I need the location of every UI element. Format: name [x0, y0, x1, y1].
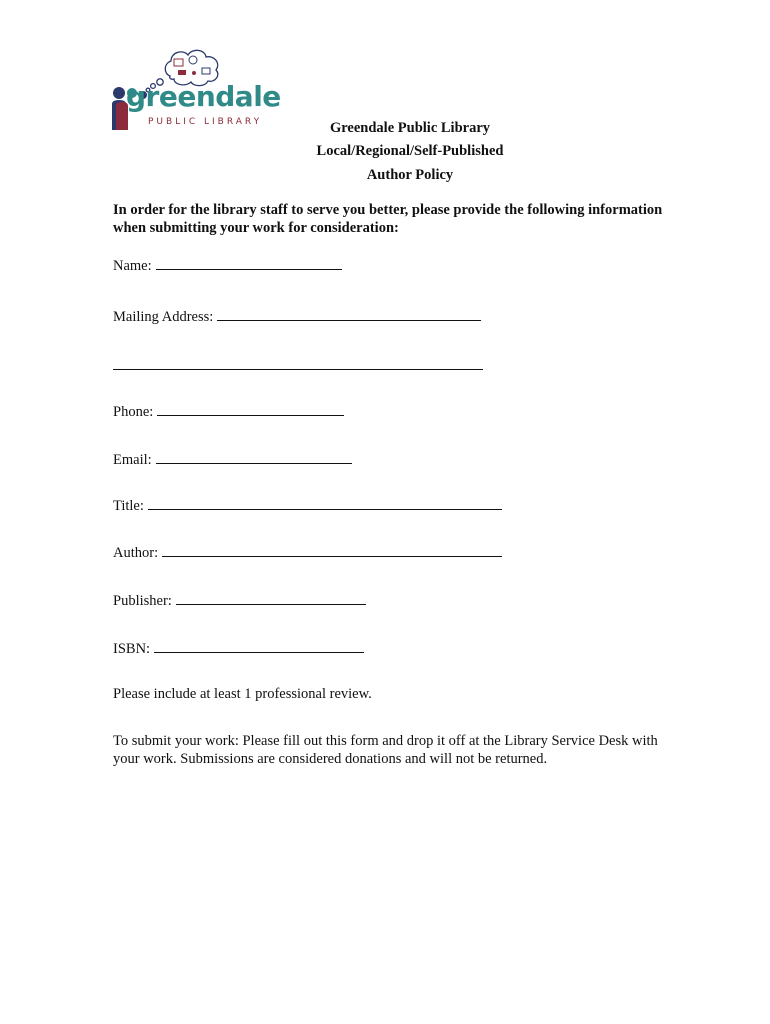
- name-field[interactable]: [113, 255, 342, 275]
- phone-field[interactable]: [113, 401, 344, 421]
- email-label: Email:: [113, 452, 152, 468]
- header-policy-title: Author Policy: [366, 167, 454, 183]
- mailing-address-blank-line[interactable]: [217, 306, 481, 321]
- author-field[interactable]: [113, 542, 502, 562]
- publisher-label: Publisher:: [113, 593, 172, 609]
- publisher-field[interactable]: [113, 590, 366, 610]
- publisher-blank-line[interactable]: [176, 590, 366, 605]
- mailing-address-label: Mailing Address:: [113, 309, 214, 325]
- mailing-address-second-line[interactable]: [113, 369, 483, 370]
- author-label: Author:: [113, 545, 159, 561]
- email-blank-line[interactable]: [156, 449, 352, 464]
- isbn-blank-line[interactable]: [154, 638, 364, 653]
- logo-wordmark: greendale: [126, 80, 281, 113]
- title-blank-line[interactable]: [148, 495, 502, 510]
- review-requirement-note: Please include at least 1 professional review.: [113, 686, 372, 702]
- author-blank-line[interactable]: [162, 542, 502, 557]
- library-logo: [108, 46, 281, 136]
- name-label: Name:: [113, 258, 152, 274]
- logo-subtitle: PUBLIC LIBRARY: [148, 117, 263, 127]
- isbn-field[interactable]: [113, 638, 364, 658]
- submission-instructions: To submit your work: Please fill out this form and drop it off at the Library Service Desk with your work. Submissions are considered donations and will not be returned.: [113, 733, 658, 767]
- title-field[interactable]: [113, 495, 502, 515]
- intro-instructions: In order for the library staff to serve you better, please provide the following information when submitting your work for consideration:: [113, 202, 663, 236]
- mailing-address-field[interactable]: [113, 306, 481, 326]
- name-blank-line[interactable]: [156, 255, 342, 270]
- header-policy-scope: Local/Regional/Self-Published: [316, 143, 504, 159]
- title-label: Title:: [113, 498, 144, 514]
- isbn-label: ISBN:: [113, 641, 151, 657]
- header-library-name: Greendale Public Library: [329, 120, 491, 136]
- phone-label: Phone:: [113, 404, 154, 420]
- email-field[interactable]: [113, 449, 352, 469]
- phone-blank-line[interactable]: [157, 401, 344, 416]
